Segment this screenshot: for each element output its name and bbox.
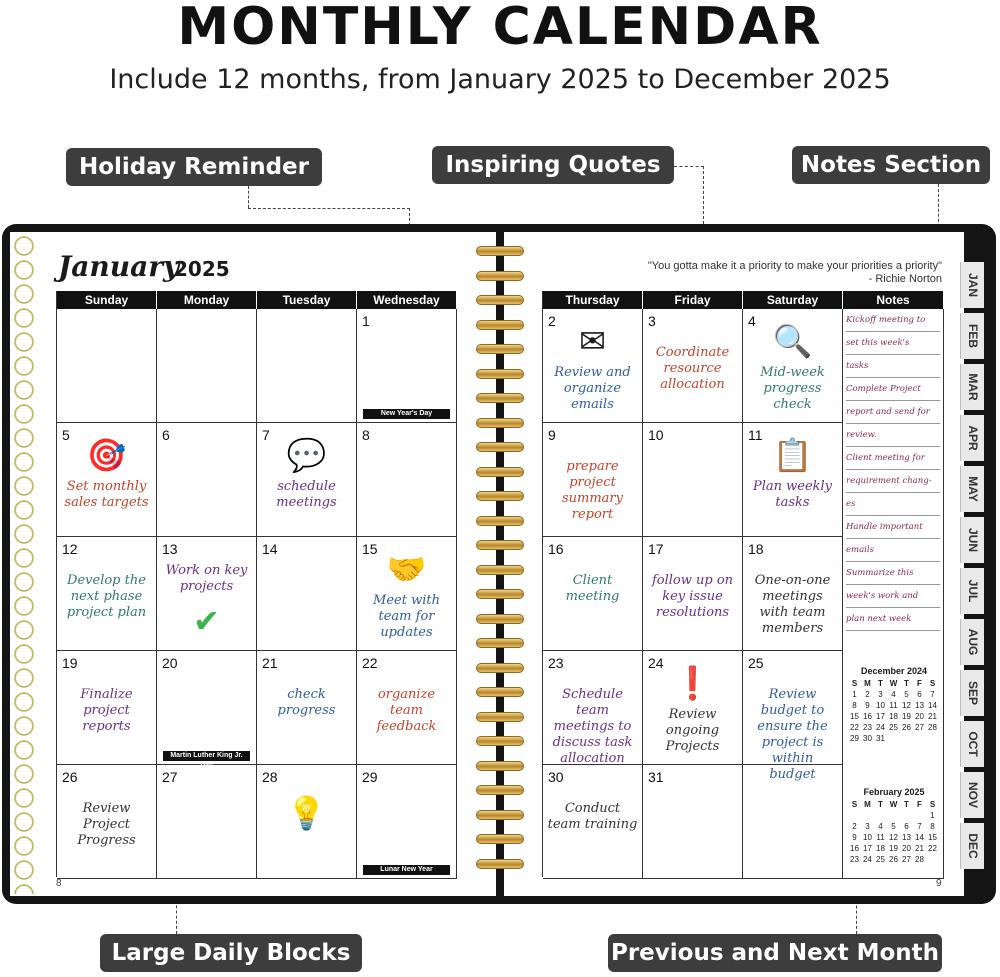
note-line: Handle important (846, 516, 940, 539)
spiral-ring (476, 614, 524, 624)
notes-header: Notes (843, 291, 944, 309)
spiral-ring (476, 442, 524, 452)
mini-day (861, 810, 874, 821)
mini-calendar-week (848, 689, 940, 700)
day-note: schedule meetings (276, 479, 337, 510)
spiral-ring (476, 467, 524, 477)
mini-calendar-week (848, 854, 940, 865)
day-sticker-icon: 🤝 (386, 551, 427, 587)
weekday-header: Wednesday (357, 291, 457, 309)
note-line: emails (846, 539, 940, 562)
mini-day: 4 (891, 690, 896, 699)
mini-calendar-next (848, 787, 940, 865)
day-number: 12 (62, 541, 78, 557)
weekday-header: Monday (157, 291, 257, 309)
day-number: 7 (262, 427, 270, 443)
spiral-ring (476, 491, 524, 501)
holiday-label: Lunar New Year (363, 865, 450, 875)
day-number: 5 (62, 427, 70, 443)
mini-day (913, 810, 926, 821)
day-number: 11 (748, 427, 763, 443)
day-sticker-icon: 🎯 (86, 437, 127, 473)
day-cell[interactable] (743, 423, 843, 537)
mini-weekday: F (917, 679, 922, 688)
month-tab-label: JUN (966, 527, 980, 552)
day-sticker-icon: ✉ (579, 323, 606, 359)
mini-day: 11 (876, 833, 885, 842)
mini-day: 31 (876, 734, 885, 743)
day-note: Plan weekly tasks (752, 479, 833, 510)
day-number: 16 (548, 541, 564, 557)
mini-day: 7 (930, 690, 935, 699)
spiral-ring (476, 565, 524, 575)
mini-weekday: S (851, 679, 858, 688)
day-number: 3 (648, 313, 656, 329)
month-tab-may[interactable] (960, 466, 984, 512)
spiral-ring (476, 785, 524, 795)
spiral-ring (476, 295, 524, 305)
note-line: tasks (846, 355, 940, 378)
month-year: 2025 (174, 257, 230, 281)
mini-day: 18 (876, 844, 885, 853)
mini-day: 11 (889, 701, 898, 710)
day-cell[interactable] (57, 423, 157, 537)
day-number: 13 (162, 541, 178, 557)
day-cell[interactable] (643, 537, 743, 651)
right-page-number: 9 (936, 878, 942, 889)
mini-day: 20 (915, 712, 924, 721)
day-cell[interactable] (543, 309, 643, 423)
day-note: Finalize project reports (80, 687, 133, 734)
day-cell[interactable] (257, 309, 357, 423)
mini-day: 9 (852, 833, 857, 842)
weekday-header: Friday (643, 291, 743, 309)
day-sticker-icon: 🔍 (772, 323, 813, 359)
month-tab-mar[interactable] (960, 364, 984, 410)
month-tab-label: NOV (966, 781, 980, 808)
month-tab-label: APR (966, 425, 980, 451)
day-cell[interactable] (743, 651, 843, 782)
mini-calendar-previous (848, 666, 940, 744)
mini-day: 16 (863, 712, 872, 721)
spiral-ring (476, 834, 524, 844)
day-number: 30 (548, 769, 564, 785)
day-cell[interactable] (543, 765, 643, 879)
weekday-header: Thursday (543, 291, 643, 309)
day-number: 15 (362, 541, 378, 557)
day-cell[interactable] (57, 309, 157, 423)
day-sticker-icon: 📋 (772, 437, 813, 473)
day-number: 17 (648, 541, 664, 557)
mini-day: 27 (902, 855, 911, 864)
callout-inspiring-quotes: Inspiring Quotes (432, 146, 674, 184)
month-tab-apr[interactable] (960, 415, 984, 461)
day-cell[interactable] (257, 423, 357, 537)
callout-holiday-reminder: Holiday Reminder (66, 148, 322, 186)
mini-calendar-week (848, 700, 940, 711)
day-note: Conduct team training (547, 801, 638, 832)
mini-day (848, 810, 861, 821)
day-number: 23 (548, 655, 564, 671)
day-number: 22 (362, 655, 378, 671)
left-page-number: 8 (56, 878, 62, 889)
day-cell[interactable] (157, 423, 257, 537)
mini-weekday: M (864, 800, 871, 809)
callout-large-daily-blocks: Large Daily Blocks (100, 934, 362, 972)
note-line: Complete Project (846, 378, 940, 401)
mini-day: 28 (915, 855, 924, 864)
callout-notes-section: Notes Section (792, 146, 990, 184)
day-number: 25 (748, 655, 764, 671)
callout-previous-next-month: Previous and Next Month (608, 934, 942, 972)
spiral-ring (476, 246, 524, 256)
mini-day: 17 (876, 712, 885, 721)
month-tab-label: JAN (966, 272, 980, 297)
day-note: Review and organize emails (554, 365, 631, 412)
day-cell[interactable] (157, 537, 257, 651)
note-line: week's work and (846, 585, 940, 608)
mini-calendar-week (848, 711, 940, 722)
note-line: report and send for (846, 401, 940, 424)
month-tab-jun[interactable] (960, 517, 984, 563)
mini-day: 5 (904, 690, 909, 699)
mini-calendar-weekdays (848, 799, 940, 810)
mini-calendar-weekdays (848, 678, 940, 689)
spiral-ring (476, 589, 524, 599)
day-cell[interactable] (357, 537, 457, 651)
day-cell[interactable] (543, 537, 643, 651)
mini-day: 13 (915, 701, 924, 710)
mini-weekday: S (929, 679, 936, 688)
connector-quotes-h (674, 166, 704, 167)
mini-day: 28 (928, 723, 937, 732)
day-cell[interactable] (57, 537, 157, 651)
day-number: 8 (362, 427, 370, 443)
month-tab-label: DEC (966, 833, 980, 859)
month-title: January (58, 250, 180, 283)
day-number: 24 (648, 655, 664, 671)
mini-day: 17 (863, 844, 872, 853)
day-cell[interactable] (357, 309, 457, 423)
month-tab-oct[interactable] (960, 721, 984, 767)
mini-day: 20 (902, 844, 911, 853)
month-tab-nov[interactable] (960, 772, 984, 818)
mini-calendar-title: December 2024 (860, 666, 928, 676)
month-tab-dec[interactable] (960, 823, 984, 869)
day-number: 27 (162, 769, 178, 785)
month-tab-label: FEB (966, 324, 980, 348)
mini-day: 24 (876, 723, 885, 732)
mini-day: 25 (889, 723, 898, 732)
day-cell[interactable] (643, 765, 743, 879)
holiday-label: Martin Luther King Jr. Day (163, 751, 250, 761)
mini-day: 19 (889, 844, 898, 853)
day-number: 28 (262, 769, 278, 785)
day-note: follow up on key issue resolutions (651, 573, 734, 620)
mini-day: 25 (876, 855, 885, 864)
mini-day: 5 (891, 822, 896, 831)
day-cell[interactable] (257, 765, 357, 879)
day-cell[interactable] (157, 765, 257, 879)
mini-day (926, 733, 939, 744)
day-cell[interactable] (357, 423, 457, 537)
mini-calendar-title: February 2025 (863, 787, 925, 797)
mini-day: 15 (928, 833, 937, 842)
holiday-label: New Year's Day (363, 409, 450, 419)
mini-day: 9 (865, 701, 870, 710)
decorative-border (14, 234, 38, 894)
mini-weekday: S (851, 800, 858, 809)
mini-day: 10 (863, 833, 872, 842)
mini-day: 23 (850, 855, 859, 864)
month-tab-label: AUG (966, 628, 980, 656)
mini-day: 16 (850, 844, 859, 853)
left-calendar-grid (56, 291, 456, 877)
day-cell[interactable] (57, 651, 157, 765)
month-tab-jan[interactable] (960, 262, 984, 308)
day-note: Review ongoing Projects (665, 707, 720, 754)
mini-day: 12 (902, 701, 911, 710)
mini-day (887, 733, 900, 744)
mini-calendar-week (848, 821, 940, 832)
note-line: requirement chang- (846, 470, 940, 493)
mini-day: 30 (863, 734, 872, 743)
mini-day: 24 (863, 855, 872, 864)
day-cell[interactable] (257, 537, 357, 651)
mini-day: 2 (852, 822, 857, 831)
mini-day (900, 810, 913, 821)
mini-day (926, 854, 939, 865)
day-sticker-icon: ❗ (672, 665, 713, 701)
day-number: 10 (648, 427, 664, 443)
spiral-ring (476, 540, 524, 550)
connector-holiday (248, 186, 249, 208)
mini-day: 2 (865, 690, 870, 699)
mini-day: 1 (852, 690, 857, 699)
mini-calendar-week (848, 843, 940, 854)
day-number: 18 (748, 541, 764, 557)
month-tab-sep[interactable] (960, 670, 984, 716)
mini-weekday: M (864, 679, 871, 688)
connector-holiday-h (248, 208, 410, 209)
mini-day: 8 (852, 701, 857, 710)
day-sticker-icon: 💡 (286, 795, 327, 831)
day-number: 9 (548, 427, 556, 443)
mini-day: 29 (850, 734, 859, 743)
spiral-ring (476, 344, 524, 354)
mini-day: 12 (889, 833, 898, 842)
spiral-ring (476, 393, 524, 403)
day-note: prepare project summary report (561, 459, 623, 522)
mini-day: 14 (928, 701, 937, 710)
day-note: Coordinate resource allocation (655, 345, 730, 392)
day-cell[interactable] (57, 765, 157, 879)
month-tab-label: OCT (966, 731, 980, 757)
month-tab-label: JUL (966, 579, 980, 603)
mini-day: 15 (850, 712, 859, 721)
day-note: Mid-week progress check (760, 365, 825, 412)
page-headline: MONTHLY CALENDAR (177, 0, 823, 57)
mini-day: 3 (878, 690, 883, 699)
day-number: 21 (262, 655, 278, 671)
mini-day: 26 (889, 855, 898, 864)
day-note: Review budget to ensure the project is within budget (757, 687, 828, 782)
mini-day: 18 (889, 712, 898, 721)
mini-weekday: W (889, 679, 898, 688)
spiral-ring (476, 736, 524, 746)
spiral-ring (476, 687, 524, 697)
mini-weekday: F (917, 800, 922, 809)
month-tab-jul[interactable] (960, 568, 984, 614)
day-number: 26 (62, 769, 78, 785)
day-cell[interactable] (643, 309, 743, 423)
inspiring-quote: "You gotta make it a priority to make your priorities a priority" (647, 260, 942, 272)
mini-weekday: S (929, 800, 936, 809)
mini-day: 21 (915, 844, 924, 853)
note-line: set this week's (846, 332, 940, 355)
mini-weekday: T (904, 800, 909, 809)
day-number: 31 (648, 769, 664, 785)
day-cell[interactable] (743, 765, 843, 879)
day-cell[interactable] (643, 651, 743, 765)
day-number: 2 (548, 313, 556, 329)
spiral-ring (476, 810, 524, 820)
day-cell[interactable] (643, 423, 743, 537)
mini-day: 13 (902, 833, 911, 842)
mini-day: 4 (878, 822, 883, 831)
spiral-ring (476, 271, 524, 281)
day-cell[interactable] (357, 765, 457, 879)
spiral-ring (476, 859, 524, 869)
note-line: es (846, 493, 940, 516)
day-note: check progress (277, 687, 336, 718)
weekday-header: Tuesday (257, 291, 357, 309)
mini-day: 27 (915, 723, 924, 732)
mini-weekday: T (878, 679, 883, 688)
spiral-ring (476, 516, 524, 526)
mini-calendar-week (848, 810, 940, 821)
day-note: Develop the next phase project plan (66, 573, 147, 620)
day-sticker-icon: 💬 (286, 437, 327, 473)
note-line: plan next week (846, 608, 940, 631)
day-sticker-icon: ✔ (193, 603, 220, 639)
day-cell[interactable] (157, 309, 257, 423)
spiral-ring (476, 761, 524, 771)
note-line: Client meeting for (846, 447, 940, 470)
mini-day: 6 (904, 822, 909, 831)
day-note: Meet with team for updates (373, 593, 440, 640)
mini-day: 14 (915, 833, 924, 842)
mini-calendar-week (848, 832, 940, 843)
spiral-ring (476, 320, 524, 330)
note-line: Summarize this (846, 562, 940, 585)
mini-day: 10 (876, 701, 885, 710)
day-cell[interactable] (543, 651, 643, 765)
day-number: 19 (62, 655, 78, 671)
day-cell[interactable] (543, 423, 643, 537)
day-note: organize team feedback (376, 687, 437, 734)
day-note: Schedule team meetings to discuss task allocation (552, 687, 633, 766)
month-tab-label: MAR (966, 373, 980, 401)
mini-day: 3 (865, 822, 870, 831)
quote-author: - Richie Norton (868, 273, 942, 285)
day-cell[interactable] (357, 651, 457, 765)
spiral-ring (476, 418, 524, 428)
weekday-header: Sunday (57, 291, 157, 309)
day-number: 20 (162, 655, 178, 671)
day-number: 14 (262, 541, 278, 557)
mini-calendar-week (848, 722, 940, 733)
month-tab-feb[interactable] (960, 313, 984, 359)
mini-day (900, 733, 913, 744)
page-subline: Include 12 months, from January 2025 to December 2025 (109, 64, 891, 95)
day-cell[interactable] (157, 651, 257, 769)
mini-day: 26 (902, 723, 911, 732)
mini-day: 22 (928, 844, 937, 853)
month-tab-label: MAY (966, 476, 980, 502)
mini-day: 7 (917, 822, 922, 831)
mini-day (913, 733, 926, 744)
mini-day: 22 (850, 723, 859, 732)
mini-day (887, 810, 900, 821)
mini-day (874, 810, 887, 821)
mini-calendar-week (848, 733, 940, 744)
spiral-ring (476, 369, 524, 379)
month-tab-aug[interactable] (960, 619, 984, 665)
day-number: 1 (362, 313, 370, 329)
note-line: Kickoff meeting to (846, 309, 940, 332)
weekday-header: Saturday (743, 291, 843, 309)
day-cell[interactable] (743, 309, 843, 423)
mini-weekday: W (889, 800, 898, 809)
mini-weekday: T (904, 679, 909, 688)
day-cell[interactable] (743, 537, 843, 651)
mini-day: 8 (930, 822, 935, 831)
mini-weekday: T (878, 800, 883, 809)
day-note: Client meeting (565, 573, 620, 604)
day-note: Work on key projects (165, 563, 248, 594)
day-cell[interactable] (257, 651, 357, 765)
day-note: One-on-one meetings with team members (754, 573, 831, 636)
day-number: 4 (748, 313, 756, 329)
mini-day: 23 (863, 723, 872, 732)
note-line: review. (846, 424, 940, 447)
spiral-ring (476, 712, 524, 722)
day-number: 29 (362, 769, 378, 785)
mini-day: 21 (928, 712, 937, 721)
mini-day: 1 (930, 811, 935, 820)
mini-day: 19 (902, 712, 911, 721)
spiral-ring (476, 663, 524, 673)
spiral-ring (476, 638, 524, 648)
day-number: 6 (162, 427, 170, 443)
month-tab-label: SEP (966, 680, 980, 705)
day-note: Set monthly sales targets (64, 479, 149, 510)
mini-day: 6 (917, 690, 922, 699)
day-note: Review Project Progress (77, 801, 136, 848)
